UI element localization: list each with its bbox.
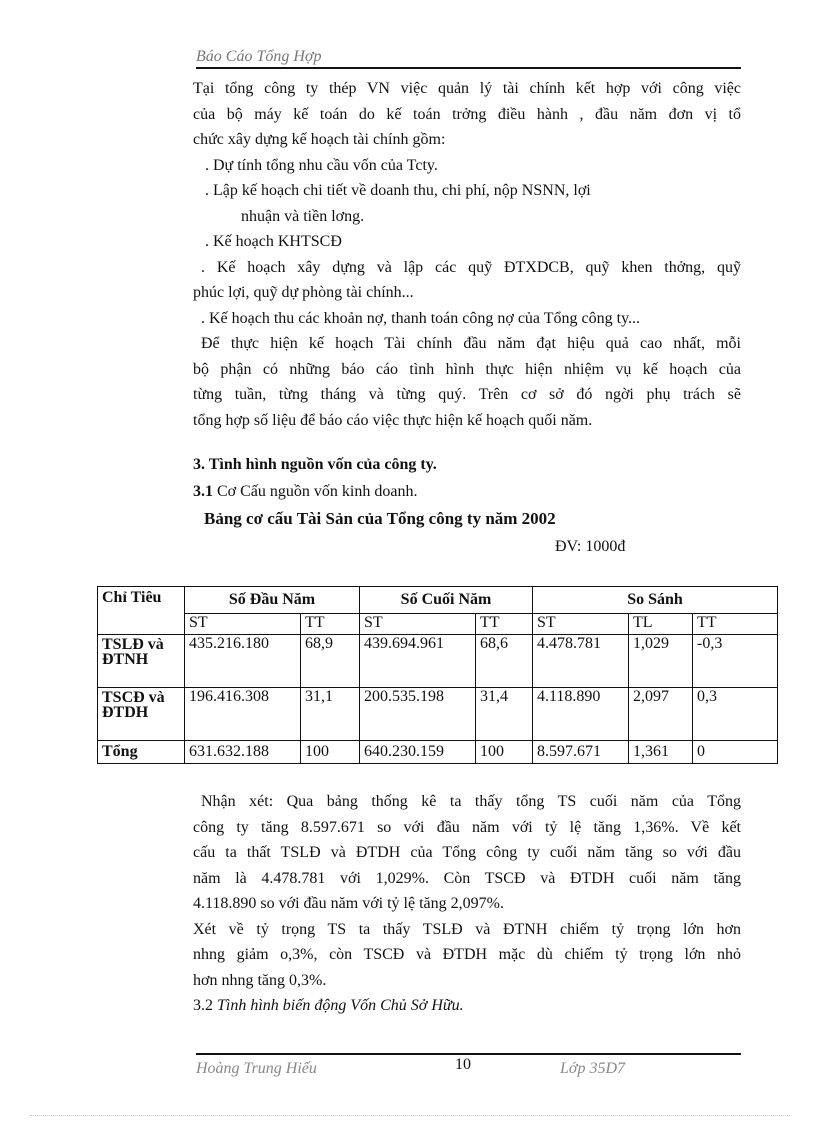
intro-line: Tại tổng công ty thép VN việc quản lý tài chính kết hợp với công việc	[193, 80, 741, 97]
footer-author: Hoàng Trung Hiếu	[196, 1060, 317, 1077]
intro-line: từng tuần, từng tháng và từng quý. Trên cơ sở đó ngời phụ trách sẽ	[193, 386, 741, 403]
table-cell: 100	[301, 741, 360, 764]
analysis-line: cấu ta thất TSLĐ và ĐTDH của Tổng công ty cuối năm tăng so với đầu	[193, 844, 741, 861]
list-item: . Dự tính tổng nhu cầu vốn của Tcty.	[205, 156, 438, 174]
section-3-title: 3. Tình hình nguồn vốn của công ty.	[193, 456, 437, 473]
intro-line: của bộ máy kế toán do kế toán trởng điều hành , đầu năm đơn vị tổ	[193, 105, 741, 123]
row-label: TSLĐ và ĐTNH	[98, 635, 185, 688]
sub-header: TT	[693, 614, 778, 635]
col-header-indicator: Chỉ Tiêu	[98, 587, 185, 635]
table-cell: 1,361	[629, 741, 693, 764]
analysis-line: công ty tăng 8.597.671 so với đầu năm với tỷ lệ tăng 1,36%. Về kết	[193, 818, 741, 836]
section-number: 3.1	[193, 483, 213, 500]
table-row	[98, 688, 778, 741]
table-cell: 435.216.180	[185, 635, 301, 688]
intro-line: bộ phận có những báo cáo tình hình thực hiện nhiệm vụ kế hoạch của	[193, 360, 741, 378]
table-row	[98, 741, 778, 764]
col-header-compare: So Sánh	[533, 587, 778, 614]
table-cell: 1,029	[629, 635, 693, 688]
list-item: . Kế hoạch xây dựng và lập các quỹ ĐTXDCB, quỹ khen thởng, quỹ	[201, 258, 741, 276]
header-rule	[196, 67, 741, 69]
table-cell: 68,9	[301, 635, 360, 688]
section-3-1-title	[193, 483, 417, 501]
table-cell: 100	[476, 741, 533, 764]
sub-header: ST	[360, 614, 476, 635]
analysis-line: Xét về tỷ trọng TS ta thấy TSLĐ và ĐTNH chiếm tỷ trọng lớn hơn	[193, 920, 741, 938]
table-cell: 640.230.159	[360, 741, 476, 764]
table-cell: 4.118.890	[533, 688, 629, 741]
section-3-2-title	[193, 993, 741, 1019]
list-item-continuation: nhuận và tiền lơng.	[241, 207, 365, 225]
table-cell: 8.597.671	[533, 741, 629, 764]
footer-rule	[196, 1053, 741, 1055]
page-number: 10	[455, 1056, 471, 1073]
table-cell: 0,3	[693, 688, 778, 741]
intro-line: chức xây dựng kế hoạch tài chính gồm:	[193, 131, 446, 148]
section-text: Tình hình biến động Vốn Chủ Sở Hữu.	[213, 997, 464, 1014]
section-text: Cơ Cấu nguồn vốn kinh doanh.	[213, 483, 418, 500]
row-label: TSCĐ và ĐTDH	[98, 688, 185, 741]
list-item-continuation: phúc lợi, quỹ dự phòng tài chính...	[193, 284, 414, 301]
sub-header: ST	[185, 614, 301, 635]
analysis-line: nhng giảm o,3%, còn TSCĐ và ĐTDH mặc dù chiếm tỷ trọng lớn nhỏ	[193, 946, 741, 963]
section-number: 3.2	[193, 997, 213, 1014]
intro-section	[193, 76, 741, 433]
table-cell: 31,1	[301, 688, 360, 741]
footer-class: Lớp 35D7	[560, 1060, 625, 1077]
sub-header: ST	[533, 614, 629, 635]
list-item: . Lập kế hoạch chi tiết về doanh thu, chi phí, nộp NSNN, lợi	[205, 182, 591, 199]
analysis-line: 4.118.890 so với đầu năm với tỷ lệ tăng 2,097%.	[193, 895, 504, 912]
table-title: Bảng cơ cấu Tài Sản của Tổng công ty năm 2002	[204, 509, 556, 528]
list-item: . Kế hoạch thu các khoản nợ, thanh toán công nợ của Tổng công ty...	[201, 309, 641, 327]
intro-line: Để thực hiện kế hoạch Tài chính đầu năm đạt hiệu quả cao nhất, mỗi	[201, 335, 741, 352]
table-cell: 439.694.961	[360, 635, 476, 688]
table-cell: 31,4	[476, 688, 533, 741]
sub-header: TL	[629, 614, 693, 635]
row-label: Tổng	[98, 741, 185, 764]
intro-line: tổng hợp số liệu để báo cáo việc thực hiện kế hoạch quối năm.	[193, 411, 593, 429]
sub-header: TT	[301, 614, 360, 635]
table-cell: 0	[693, 741, 778, 764]
asset-structure-table	[97, 586, 777, 764]
table-cell: -0,3	[693, 635, 778, 688]
analysis-line: hơn nhng tăng 0,3%.	[193, 971, 327, 989]
table-row	[98, 635, 778, 688]
table-cell: 631.632.188	[185, 741, 301, 764]
page-header-title: Báo Cáo Tổng Hợp	[196, 48, 322, 65]
table-cell: 2,097	[629, 688, 693, 741]
sub-header: TT	[476, 614, 533, 635]
analysis-section	[193, 789, 741, 1019]
analysis-line: Nhận xét: Qua bảng thống kê ta thấy tổng TS cuối năm của Tổng	[201, 793, 741, 810]
col-header-start: Số Đầu Năm	[185, 587, 360, 614]
list-item: . Kế hoạch KHTSCĐ	[205, 233, 342, 250]
unit-label: ĐV: 1000đ	[555, 538, 626, 555]
table-cell: 4.478.781	[533, 635, 629, 688]
table-cell: 68,6	[476, 635, 533, 688]
col-header-end: Số Cuối Năm	[360, 587, 533, 614]
analysis-line: năm là 4.478.781 với 1,029%. Còn TSCĐ và ĐTDH cuối năm tăng	[193, 869, 741, 887]
page-edge	[30, 1115, 790, 1116]
table-cell: 200.535.198	[360, 688, 476, 741]
table-cell: 196.416.308	[185, 688, 301, 741]
